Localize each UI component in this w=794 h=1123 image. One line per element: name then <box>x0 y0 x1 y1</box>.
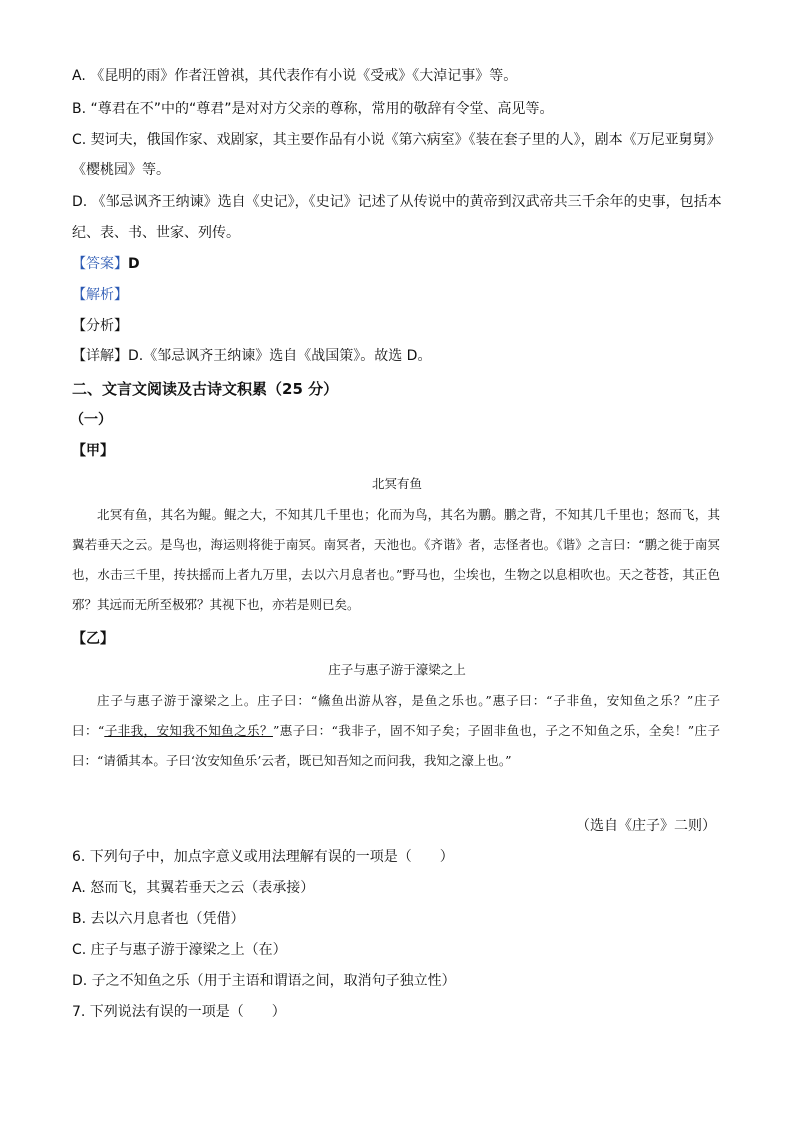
passage-yi-title: 庄子与惠子游于濠梁之上 <box>328 662 466 677</box>
q6-option-b: B. 去以六月息者也（凭借） <box>72 911 245 927</box>
passage-jia-text: 北冥有鱼，其名为鲲。鲲之大，不知其几千里也；化而为鸟，其名为鹏。鹏之背，不知其几千里也；怒而飞，其翼若垂天之云。是鸟也，海运则将徙于南冥。南冥者，天池也。《齐谐》者，志怪者也。《谐》之言曰：“鹏之徙于南冥也，水击三千里，抟扶摇而上者九万里，去以六月息者也。”野马也，尘埃也，生物之以息相吹也。天之苍苍，其正色邪？其远而无所至极邪？其视下也，亦若是则已矣。 <box>72 507 720 612</box>
detail-line: 【详解】D.《邹忌讽齐王纳谏》选自《战国策》。故选 D。 <box>72 348 432 364</box>
passage-jia-tag: 【甲】 <box>72 443 114 459</box>
q6-option-d: D. 子之不知鱼之乐（用于主语和谓语之间，取消句子独立性） <box>72 973 456 989</box>
analysis-tag: 【解析】 <box>72 287 128 303</box>
fenxi-tag: 【分析】 <box>72 318 128 334</box>
passage-yi-text <box>72 686 720 776</box>
answer-line <box>72 255 140 273</box>
answer-tag: 【答案】 <box>72 256 128 272</box>
q6-option-a: A. 怒而飞，其翼若垂天之云（表承接） <box>72 880 315 896</box>
answer-value: D <box>128 256 140 272</box>
option-c-line1: C. 契诃夫，俄国作家、戏剧家，其主要作品有小说《第六病室》《装在套子里的人》，剧本《万尼亚舅舅》 <box>72 132 721 148</box>
option-d-line2: 纪、表、书、世家、列传。 <box>72 225 240 241</box>
passage-source: （选自《庄子》二则） <box>576 818 716 834</box>
passage-yi-text-a: 庄子与惠子游于濠梁之上。庄子曰：“鯈鱼出游从容，是鱼之乐也。”惠子曰：“子非鱼，安知鱼之乐？”庄子曰：“ <box>72 693 720 738</box>
q6-stem: 6. 下列句子中，加点字意义或用法理解有误的一项是（ ） <box>72 849 454 865</box>
option-c-line2: 《樱桃园》等。 <box>72 162 170 178</box>
passage-jia-title: 北冥有鱼 <box>371 476 422 491</box>
q6-option-c: C. 庄子与惠子游于濠梁之上（在） <box>72 942 287 958</box>
passage-yi-tag: 【乙】 <box>72 631 114 647</box>
q7-stem: 7. 下列说法有误的一项是（ ） <box>72 1004 286 1020</box>
option-b: B. “尊君在不”中的“尊君”是对对方父亲的尊称，常用的敬辞有令堂、高见等。 <box>72 101 554 117</box>
part-heading: （一） <box>70 412 112 428</box>
underlined-sentence: 子非我，安知我不知鱼之乐？ <box>104 723 273 738</box>
option-a: A. 《昆明的雨》作者汪曾祺，其代表作有小说《受戒》《大淖记事》等。 <box>72 68 518 84</box>
option-d-line1: D. 《邹忌讽齐王纳谏》选自《史记》，《史记》记述了从传说中的黄帝到汉武帝共三千余年的史事，包括本 <box>72 194 722 210</box>
passage-yi-text-b: ”惠子曰：“我非子，固不知子矣；子固非鱼也，子之不知鱼之乐，全矣！”庄子曰：“请循其本。子曰‘汝安知鱼乐’云者，既已知吾知之而问我，我知之濠上也。” <box>72 723 720 768</box>
section-title: 二、文言文阅读及古诗文积累（25 分） <box>72 380 339 398</box>
